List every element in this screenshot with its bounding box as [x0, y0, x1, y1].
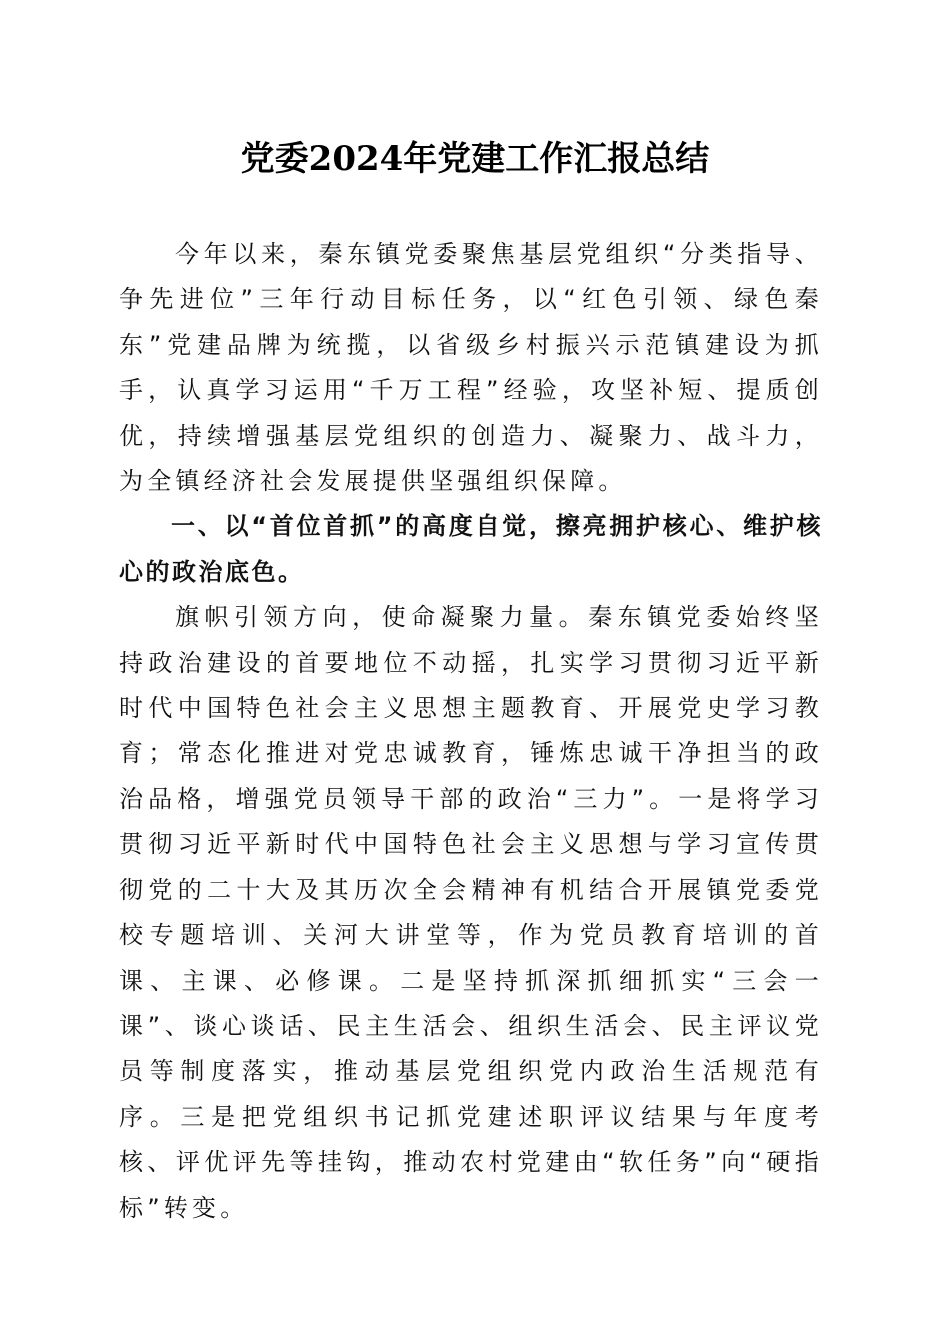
section-1-heading: 一、以“首位首抓”的高度自觉，擦亮拥护核心、维护核心的政治底色。	[119, 512, 823, 586]
document-title: 党委2024年党建工作汇报总结	[240, 139, 710, 179]
document-body	[119, 232, 823, 1231]
intro-paragraph: 今年以来，秦东镇党委聚焦基层党组织“分类指导、争先进位”三年行动目标任务，以“红色引领、绿色秦东”党建品牌为统揽，以省级乡村振兴示范镇建设为抓手，认真学习运用“千万工程”经验，攻坚补短、提质创优，持续增强基层党组织的创造力、凝聚力、战斗力，为全镇经济社会发展提供坚强组织保障。	[119, 240, 823, 496]
section-1-paragraph: 旗帜引领方向，使命凝聚力量。秦东镇党委始终坚持政治建设的首要地位不动摇，扎实学习贯彻习近平新时代中国特色社会主义思想主题教育、开展党史学习教育；常态化推进对党忠诚教育，锤炼忠诚干净担当的政治品格，增强党员领导干部的政治“三力”。一是将学习贯彻习近平新时代中国特色社会主义思想与学习宣传贯彻党的二十大及其历次全会精神有机结合开展镇党委党校专题培训、关河大讲堂等，作为党员教育培训的首课、主课、必修课。二是坚持抓深抓细抓实“三会一课”、谈心谈话、民主生活会、组织生活会、民主评议党员等制度落实，推动基层党组织党内政治生活规范有序。三是把党组织书记抓党建述职评议结果与年度考核、评优评先等挂钩，推动农村党建由“软任务”向“硬指标”转变。	[119, 603, 823, 1222]
